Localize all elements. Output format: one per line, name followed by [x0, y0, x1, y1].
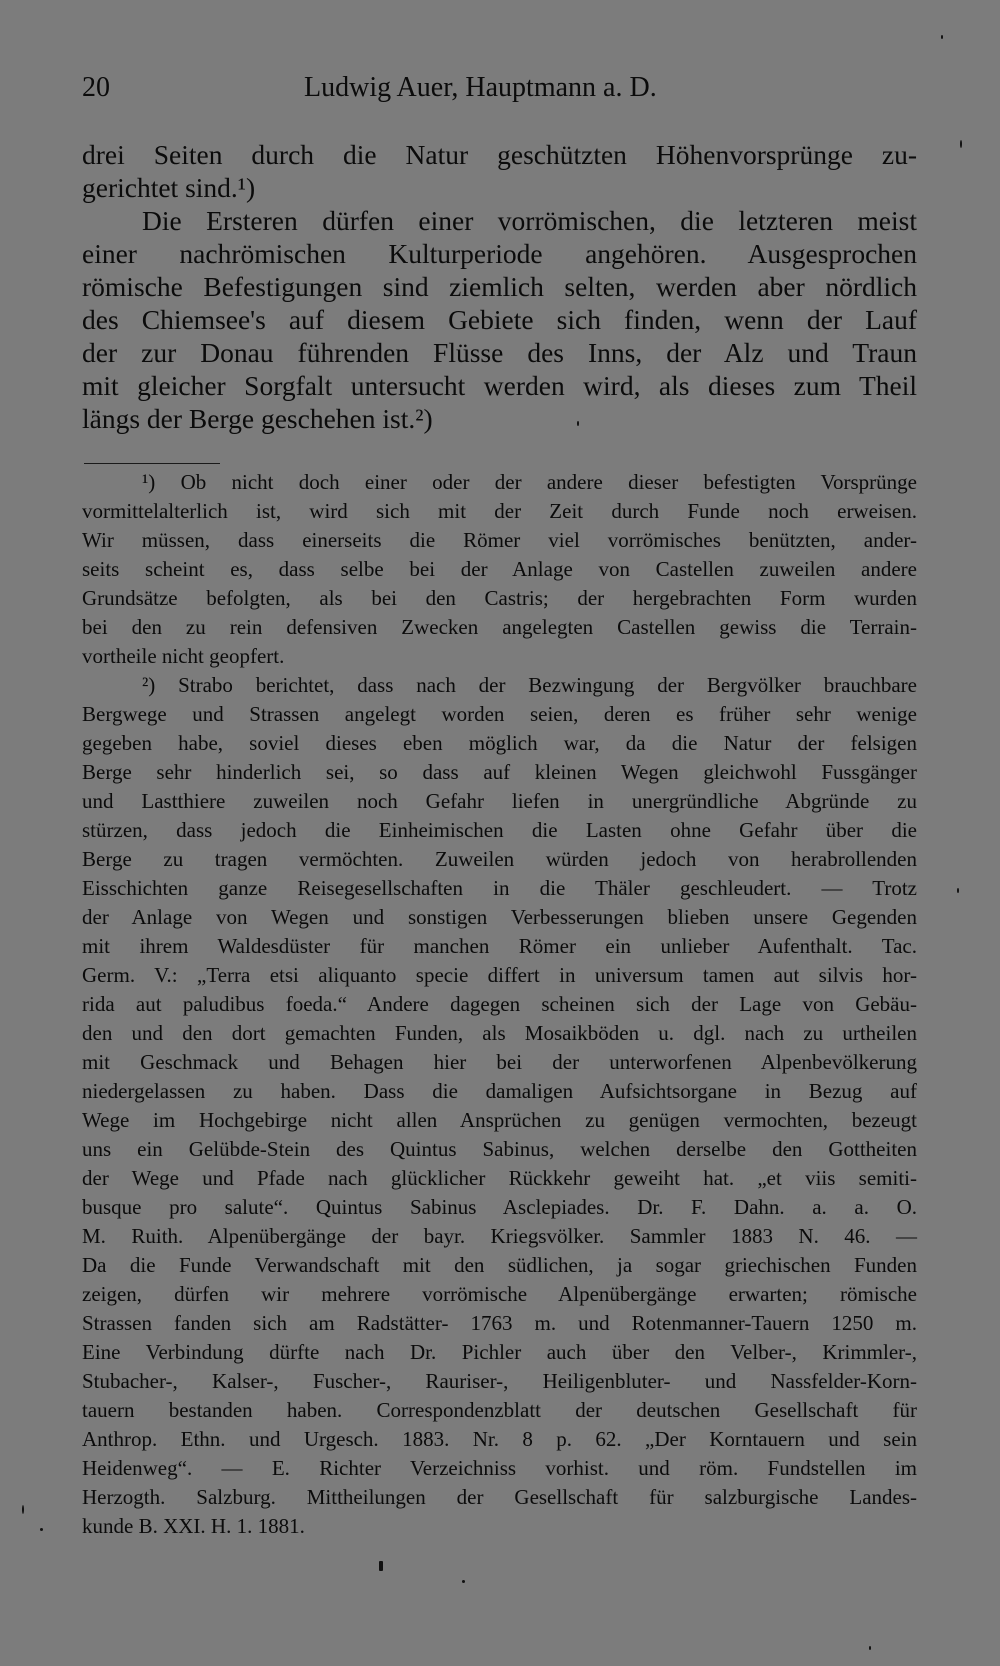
body-line: drei Seiten durch die Natur geschützten Höhenvorsprünge zu- [82, 139, 917, 170]
footnote-line: Berge sehr hinderlich sei, so dass auf kleinen Wegen gleichwohl Fussgänger [82, 760, 917, 784]
footnote-line: Anthrop. Ethn. und Urgesch. 1883. Nr. 8 p. 62. „Der Korntauern und sein [82, 1427, 917, 1451]
footnote-line: Bergwege und Strassen angelegt worden seien, deren es früher sehr wenige [82, 702, 917, 726]
body-line: mit gleicher Sorgfalt untersucht werden wird, als dieses zum Theil [82, 370, 917, 401]
footnote-line: ¹) Ob nicht doch einer oder der andere dieser befestigten Vorsprünge [142, 470, 917, 494]
footnote-line: zeigen, dürfen wir mehrere vorrömische Alpenübergänge erwarten; römische [82, 1282, 917, 1306]
footnote-line: bei den zu rein defensiven Zwecken angelegten Castellen gewiss die Terrain- [82, 615, 917, 639]
footnote-line: der Wege und Pfade nach glücklicher Rückkehr geweiht hat. „et viis semiti- [82, 1166, 917, 1190]
footnote-line: vortheile nicht geopfert. [82, 644, 285, 668]
footnote-line: Germ. V.: „Terra etsi aliquanto specie differt in universum tamen aut silvis hor- [82, 963, 917, 987]
footnote-line: Berge zu tragen vermöchten. Zuweilen würden jedoch von herabrollenden [82, 847, 917, 871]
scan-speck [379, 1561, 383, 1571]
footnote-line: niedergelassen zu haben. Dass die damaligen Aufsichtsorgane in Bezug auf [82, 1079, 917, 1103]
body-line: Die Ersteren dürfen einer vorrömischen, die letzteren meist [142, 205, 917, 236]
footnote-line: der Anlage von Wegen und sonstigen Verbesserungen blieben unsere Gegenden [82, 905, 917, 929]
page-number: 20 [82, 72, 110, 103]
footnote-line: busque pro salute“. Quintus Sabinus Asclepiades. Dr. F. Dahn. a. a. O. [82, 1195, 917, 1219]
footnote-line: Wege im Hochgebirge nicht allen Ansprüchen zu genügen vermochten, bezeugt [82, 1108, 917, 1132]
footnotes [82, 468, 917, 1541]
footnote-line: Eine Verbindung dürfte nach Dr. Pichler auch über den Velber-, Krimmler-, [82, 1340, 917, 1364]
scan-speck [40, 1528, 43, 1531]
body-line: einer nachrömischen Kulturperiode angehören. Ausgesprochen [82, 238, 917, 269]
footnote-line: kunde B. XXI. H. 1. 1881. [82, 1514, 305, 1538]
footnote-line: Stubacher-, Kalser-, Fuscher-, Rauriser-, Heiligenbluter- und Nassfelder-Korn- [82, 1369, 917, 1393]
footnote-line: seits scheint es, dass selbe bei der Anlage von Castellen zuweilen andere [82, 557, 917, 581]
footnote-line: den und den dort gemachten Funden, als Mosaikböden u. dgl. nach zu urtheilen [82, 1021, 917, 1045]
body-line: des Chiemsee's auf diesem Gebiete sich finden, wenn der Lauf [82, 304, 917, 335]
scan-speck [869, 1646, 871, 1650]
footnote-line: Da die Funde Verwandschaft mit den südlichen, ja sogar griechischen Funden [82, 1253, 917, 1277]
scan-speck [22, 1505, 24, 1514]
body-line: der zur Donau führenden Flüsse des Inns, der Alz und Traun [82, 337, 917, 368]
scan-speck [462, 1580, 465, 1583]
footnote-line: mit Geschmack und Behagen hier bei der unterworfenen Alpenbevölkerung [82, 1050, 917, 1074]
running-head: Ludwig Auer, Hauptmann a. D. [304, 72, 657, 103]
footnote-line: rida aut paludibus foeda.“ Andere dagegen scheinen sich der Lage von Gebäu- [82, 992, 917, 1016]
scan-speck [960, 140, 962, 148]
body-line: römische Befestigungen sind ziemlich selten, werden aber nördlich [82, 271, 917, 302]
body-line: längs der Berge geschehen ist.²) [82, 403, 433, 434]
footnote-line: tauern bestanden haben. Correspondenzblatt der deutschen Gesellschaft für [82, 1398, 917, 1422]
footnote-line: und Lastthiere zuweilen noch Gefahr liefen in unergründliche Abgründe zu [82, 789, 917, 813]
footnote-line: Eisschichten ganze Reisegesellschaften in die Thäler geschleudert. — Trotz [82, 876, 917, 900]
footnote-line: Grundsätze befolgten, als bei den Castris; der hergebrachten Form wurden [82, 586, 917, 610]
page-header [82, 72, 917, 116]
footnote-line: vormittelalterlich ist, wird sich mit der Zeit durch Funde noch erweisen. [82, 499, 917, 523]
footnote-line: stürzen, dass jedoch die Einheimischen die Lasten ohne Gefahr über die [82, 818, 917, 842]
footnote-line: Wir müssen, dass einerseits die Römer viel vorrömisches benützten, ander- [82, 528, 917, 552]
footnote-line: mit ihrem Waldesdüster für manchen Römer ein unlieber Aufenthalt. Tac. [82, 934, 917, 958]
scan-speck [577, 421, 579, 426]
body-text [82, 138, 917, 435]
footnote-line: Heidenweg“. — E. Richter Verzeichniss vorhist. und röm. Fundstellen im [82, 1456, 917, 1480]
body-line: gerichtet sind.¹) [82, 172, 256, 203]
footnote-line: uns ein Gelübde-Stein des Quintus Sabinus, welchen derselbe den Gottheiten [82, 1137, 917, 1161]
scan-speck [941, 35, 943, 39]
footnote-line: ²) Strabo berichtet, dass nach der Bezwingung der Bergvölker brauchbare [142, 673, 917, 697]
footnote-line: Herzogth. Salzburg. Mittheilungen der Gesellschaft für salzburgische Landes- [82, 1485, 917, 1509]
scan-speck [957, 888, 959, 893]
footnote-line: M. Ruith. Alpenübergänge der bayr. Kriegsvölker. Sammler 1883 N. 46. — [82, 1224, 917, 1248]
footnote-line: Strassen fanden sich am Radstätter- 1763 m. und Rotenmanner-Tauern 1250 m. [82, 1311, 917, 1335]
footnote-line: gegeben habe, soviel dieses eben möglich war, da die Natur der felsigen [82, 731, 917, 755]
footnote-separator [84, 463, 220, 464]
